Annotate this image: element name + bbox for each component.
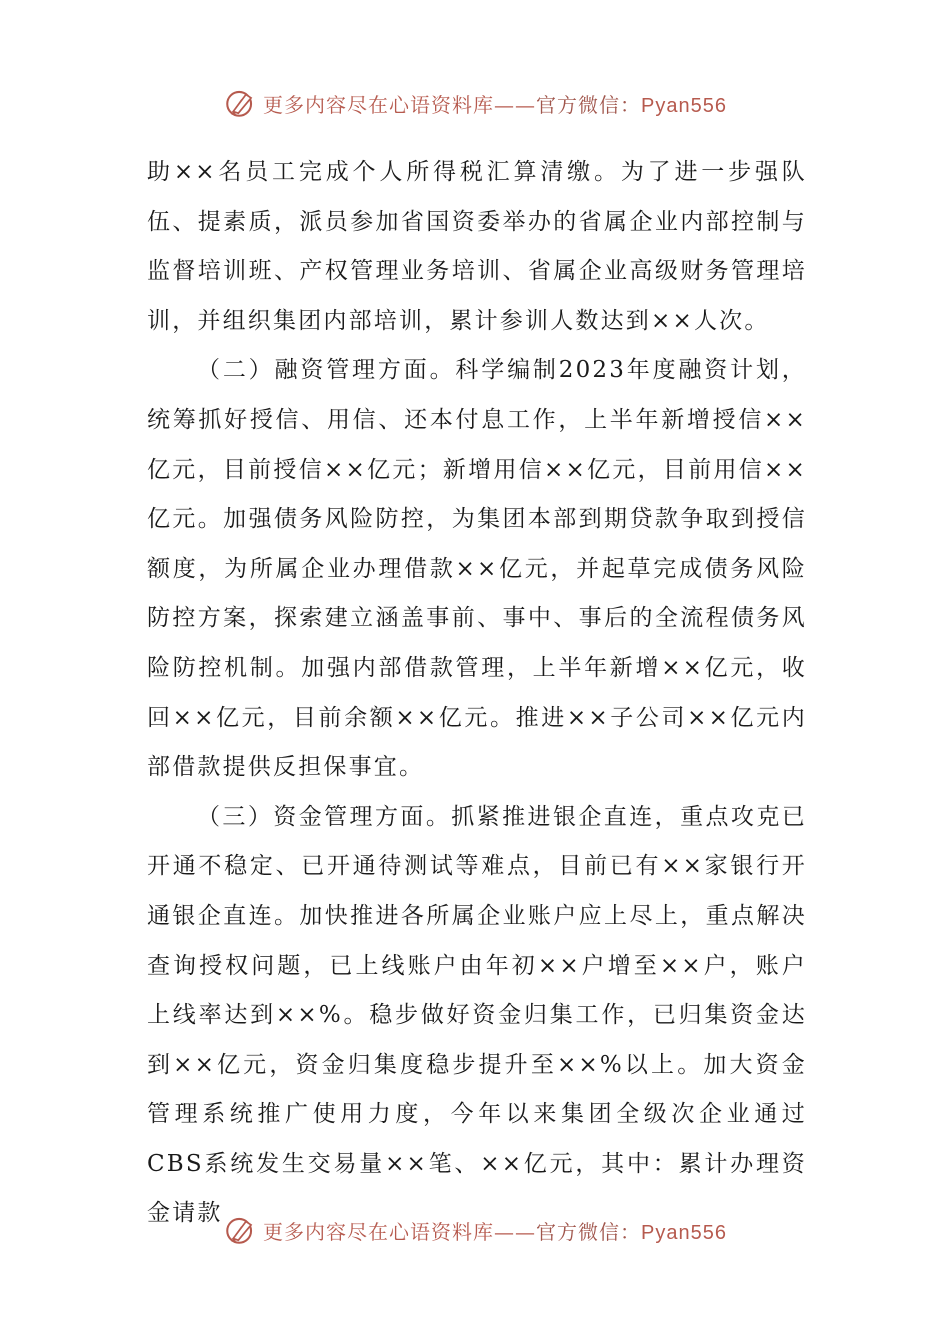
banner-text [263,89,727,118]
banner-dash: —— [494,92,537,117]
paragraph-fund-management: （三）资金管理方面。抓紧推进银企直连，重点攻克已开通不稳定、已开通待测试等难点，目前已有××家银行开通银企直连。加快推进各所属企业账户应上尽上，重点解决查询授权问题，已上线账户由年初××户增至××户，账户上线率达到××%。稳步做好资金归集工作，已归集资金达到××亿元，资金归集度稳步提升至××%以上。加大资金管理系统推广使用力度，今年以来集团全级次企业通过CBS系统发生交易量××笔、××亿元，其中：累计办理资金请款 [147,803,807,1227]
banner-wechat-label: 官方微信： [536,1219,642,1244]
banner-wechat-id: Pyan556 [641,94,727,117]
banner-title: 更多内容尽在心语资料库 [263,92,495,117]
banner-text [263,1216,727,1245]
banner-wechat-id: Pyan556 [641,1221,727,1244]
header-watermark-banner [0,83,950,123]
footer-watermark-banner [0,1210,950,1250]
paragraph-financing-management: （二）融资管理方面。科学编制2023年度融资计划，统筹抓好授信、用信、还本付息工作，上半年新增授信××亿元，目前授信××亿元；新增用信××亿元，目前用信××亿元。加强债务风险防控，为集团本部到期贷款争取到授信额度，为所属企业办理借款××亿元，并起草完成债务风险防控方案，探索建立涵盖事前、事中、事后的全流程债务风险防控机制。加强内部借款管理，上半年新增××亿元，收回××亿元，目前余额××亿元。推进××子公司××亿元内部借款提供反担保事宜。 [147,357,807,781]
banner-wechat-label: 官方微信： [536,92,642,117]
document-body [147,148,807,1239]
banner-dash: —— [494,1219,537,1244]
paragraph-staff-training: 助××名员工完成个人所得税汇算清缴。为了进一步强队伍、提素质，派员参加省国资委举办的省属企业内部控制与监督培训班、产权管理业务培训、省属企业高级财务管理培训，并组织集团内部培训，累计参训人数达到××人次。 [147,159,807,334]
pen-nib-logo-icon [223,86,257,120]
banner-title: 更多内容尽在心语资料库 [263,1219,495,1244]
pen-nib-logo-icon [223,1213,257,1247]
